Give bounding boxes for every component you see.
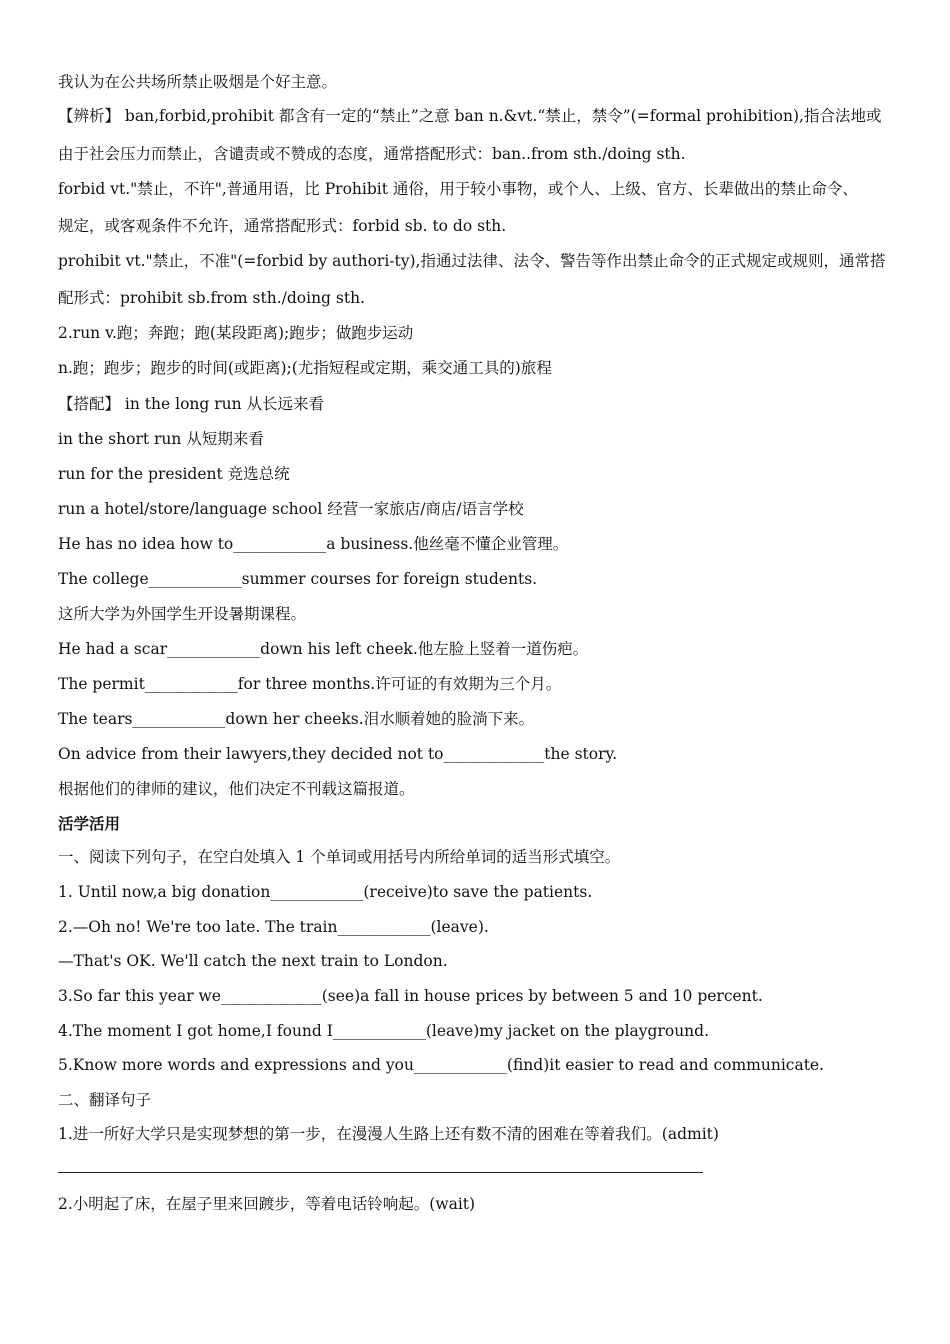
text-line: The tears____________down her cheeks.泪水顺着她的脸淌下来。 bbox=[58, 710, 535, 728]
text-line: 4.The moment I got home,I found I____________(leave)my jacket on the playground. bbox=[58, 1022, 710, 1040]
text-line: 二、翻译句子 bbox=[58, 1091, 152, 1109]
text-line: 根据他们的律师的建议，他们决定不刊载这篇报道。 bbox=[58, 780, 415, 798]
text-line: 1.进一所好大学只是实现梦想的第一步，在漫漫人生路上还有数不清的困难在等着我们。(admit) bbox=[58, 1125, 719, 1143]
text-line: run for the president 竞选总统 bbox=[58, 465, 290, 483]
text-line: The college____________summer courses for foreign students. bbox=[58, 570, 538, 588]
text-line: He had a scar____________down his left cheek.他左脸上竖着一道伤疤。 bbox=[58, 640, 589, 658]
text-line: 【搭配】 in the long run 从长远来看 bbox=[58, 395, 325, 413]
text-line: run a hotel/store/language school 经营一家旅店/商店/语言学校 bbox=[58, 500, 524, 518]
text-line: He has no idea how to____________a business.他丝毫不懂企业管理。 bbox=[58, 535, 569, 553]
text-line: The permit____________for three months.许可证的有效期为三个月。 bbox=[58, 675, 562, 693]
text-line: 规定，或客观条件不允许，通常搭配形式：forbid sb. to do sth. bbox=[58, 217, 507, 235]
text-line: 2.—Oh no! We're too late. The train____________(leave). bbox=[58, 918, 489, 936]
text-line: forbid vt."禁止，不许",普通用语，比 Prohibit 通俗，用于较小事物，或个人、上级、官方、长辈做出的禁止命令、 bbox=[58, 180, 858, 198]
text-line: 一、阅读下列句子，在空白处填入 1 个单词或用括号内所给单词的适当形式填空。 bbox=[58, 848, 621, 866]
text-line: 这所大学为外国学生开设暑期课程。 bbox=[58, 605, 307, 623]
text-line: 由于社会压力而禁止，含谴责或不赞成的态度，通常搭配形式：ban..from sth./doing sth. bbox=[58, 145, 686, 163]
text-line: 我认为在公共场所禁止吸烟是个好主意。 bbox=[58, 73, 338, 91]
section-heading: 活学活用 bbox=[58, 814, 121, 833]
text-line: in the short run 从短期来看 bbox=[58, 430, 264, 448]
text-line: —That's OK. We'll catch the next train to London. bbox=[58, 952, 448, 970]
text-line: n.跑；跑步；跑步的时间(或距离);(尤指短程或定期，乘交通工具的)旅程 bbox=[58, 359, 552, 377]
text-line: On advice from their lawyers,they decided not to_____________the story. bbox=[58, 745, 618, 763]
answer-blank-line bbox=[58, 1172, 703, 1173]
text-line: 2.run v.跑；奔跑；跑(某段距离);跑步；做跑步运动 bbox=[58, 324, 414, 342]
text-line: 1. Until now,a big donation____________(receive)to save the patients. bbox=[58, 883, 593, 901]
text-line: 2.小明起了床，在屋子里来回踱步，等着电话铃响起。(wait) bbox=[58, 1195, 476, 1213]
text-line: prohibit vt."禁止，不准"(=forbid by authori-ty),指通过法律、法令、警告等作出禁止命令的正式规定或规则，通常搭 bbox=[58, 252, 886, 270]
text-line: 配形式：prohibit sb.from sth./doing sth. bbox=[58, 289, 365, 307]
text-line: 3.So far this year we_____________(see)a fall in house prices by between 5 and 10 percent. bbox=[58, 987, 763, 1005]
text-line: 【辨析】 ban,forbid,prohibit 都含有一定的“禁止”之意 ban n.&vt.“禁止，禁令”(=formal prohibition),指合法地或 bbox=[58, 107, 882, 125]
text-line: 5.Know more words and expressions and you____________(find)it easier to read and communicate. bbox=[58, 1056, 825, 1074]
